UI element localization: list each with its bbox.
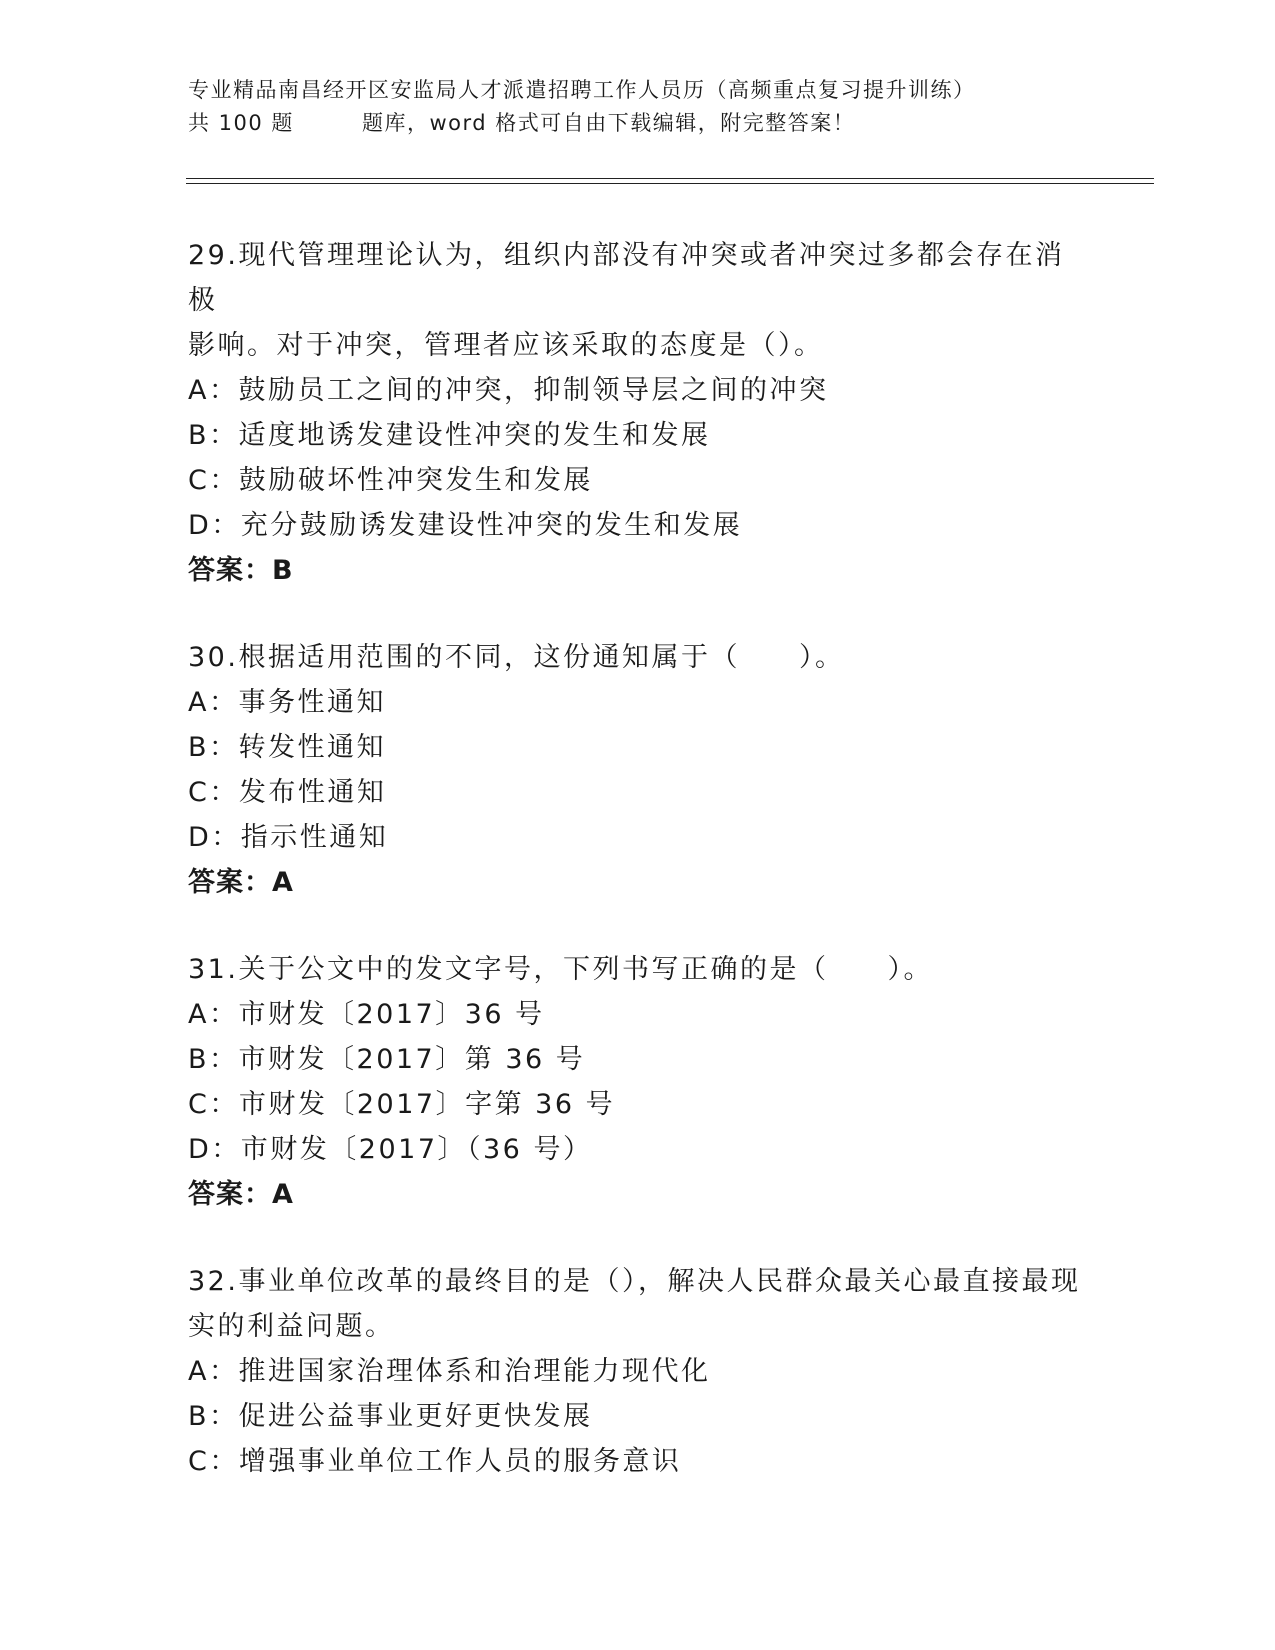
question-text: 31.关于公文中的发文字号，下列书写正确的是（ ）。 <box>188 954 933 985</box>
option-c: C：市财发〔2017〕字第 36 号 <box>188 1089 616 1120</box>
question-text: 30.根据适用范围的不同，这份通知属于（ ）。 <box>188 642 845 673</box>
question-text: 实的利益问题。 <box>188 1311 395 1342</box>
option-a: A：市财发〔2017〕36 号 <box>188 999 545 1030</box>
question-text: 29.现代管理理论认为，组织内部没有冲突或者冲突过多都会存在消极 <box>188 240 1065 316</box>
answer: 答案：B <box>188 555 294 586</box>
option-b: B：促进公益事业更好更快发展 <box>188 1401 593 1432</box>
header-divider-top <box>186 178 1154 179</box>
option-a: A：推进国家治理体系和治理能力现代化 <box>188 1356 711 1387</box>
question-32 <box>188 1259 1088 1484</box>
option-c: C：鼓励破坏性冲突发生和发展 <box>188 465 593 496</box>
option-b: B：适度地诱发建设性冲突的发生和发展 <box>188 420 711 451</box>
document-header <box>188 74 1148 140</box>
question-text: 32.事业单位改革的最终目的是（），解决人民群众最关心最直接最现 <box>188 1266 1081 1297</box>
question-29 <box>188 233 1088 593</box>
option-c: C：增强事业单位工作人员的服务意识 <box>188 1446 682 1477</box>
answer: 答案：A <box>188 867 294 898</box>
option-d: D：指示性通知 <box>188 822 389 853</box>
option-a: A：鼓励员工之间的冲突，抑制领导层之间的冲突 <box>188 375 829 406</box>
header-description: 题库，word 格式可自由下载编辑，附完整答案！ <box>362 111 856 135</box>
question-31 <box>188 947 1088 1217</box>
header-subtitle <box>188 107 1148 140</box>
question-count: 共 100 题 <box>188 111 294 135</box>
option-d: D：市财发〔2017〕（36 号） <box>188 1134 593 1165</box>
option-d: D：充分鼓励诱发建设性冲突的发生和发展 <box>188 510 743 541</box>
question-text: 影响。对于冲突，管理者应该采取的态度是（）。 <box>188 330 824 361</box>
question-list <box>188 233 1088 1526</box>
header-divider-bottom <box>186 183 1154 184</box>
option-a: A：事务性通知 <box>188 687 386 718</box>
option-b: B：市财发〔2017〕第 36 号 <box>188 1044 586 1075</box>
question-30 <box>188 635 1088 905</box>
option-c: C：发布性通知 <box>188 777 387 808</box>
option-b: B：转发性通知 <box>188 732 387 763</box>
answer: 答案：A <box>188 1179 294 1210</box>
header-title: 专业精品南昌经开区安监局人才派遣招聘工作人员历（高频重点复习提升训练） <box>188 78 976 102</box>
